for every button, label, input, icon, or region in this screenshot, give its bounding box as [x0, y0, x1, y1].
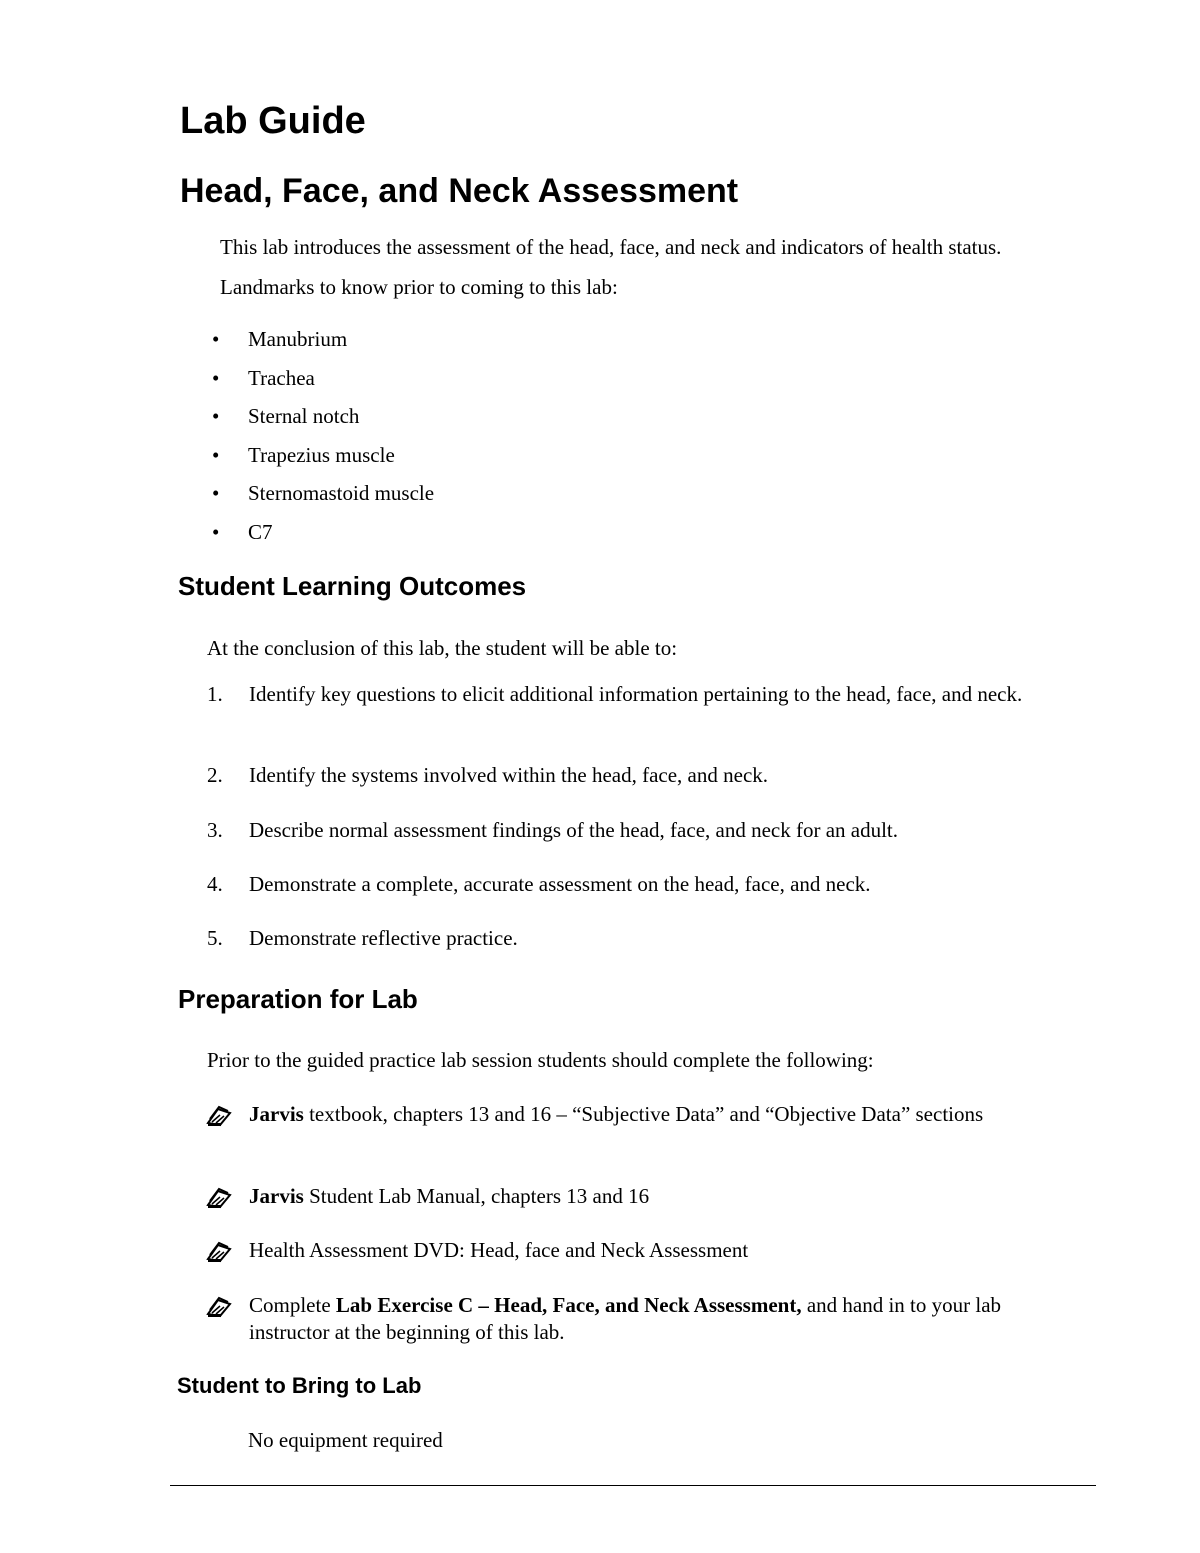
book-icon [206, 1294, 232, 1318]
landmarks-intro: Landmarks to know prior to coming to this lab: [220, 275, 618, 299]
footer-divider [170, 1485, 1096, 1486]
page-subtitle: Head, Face, and Neck Assessment [180, 172, 739, 210]
bullet-icon: • [212, 327, 220, 351]
intro-text: This lab introduces the assessment of the head, face, and neck and indicators of health status. [220, 235, 1002, 259]
bullet-icon: • [212, 404, 220, 429]
bullet-icon: • [212, 442, 220, 467]
book-icon [206, 1185, 232, 1209]
preparation-intro: Prior to the guided practice lab session students should complete the following: [207, 1048, 874, 1072]
book-icon [206, 1239, 232, 1263]
outcomes-heading: Student Learning Outcomes [178, 571, 527, 601]
bullet-icon: • [212, 481, 220, 506]
page-title: Lab Guide [180, 100, 366, 142]
preparation-heading: Preparation for Lab [178, 984, 418, 1014]
book-icon [206, 1103, 232, 1127]
bullet-icon: • [212, 365, 220, 390]
outcomes-intro: At the conclusion of this lab, the student will be able to: [207, 636, 678, 660]
bring-heading: Student to Bring to Lab [177, 1373, 422, 1398]
bring-text: No equipment required [248, 1428, 443, 1452]
bullet-icon: • [212, 519, 220, 544]
